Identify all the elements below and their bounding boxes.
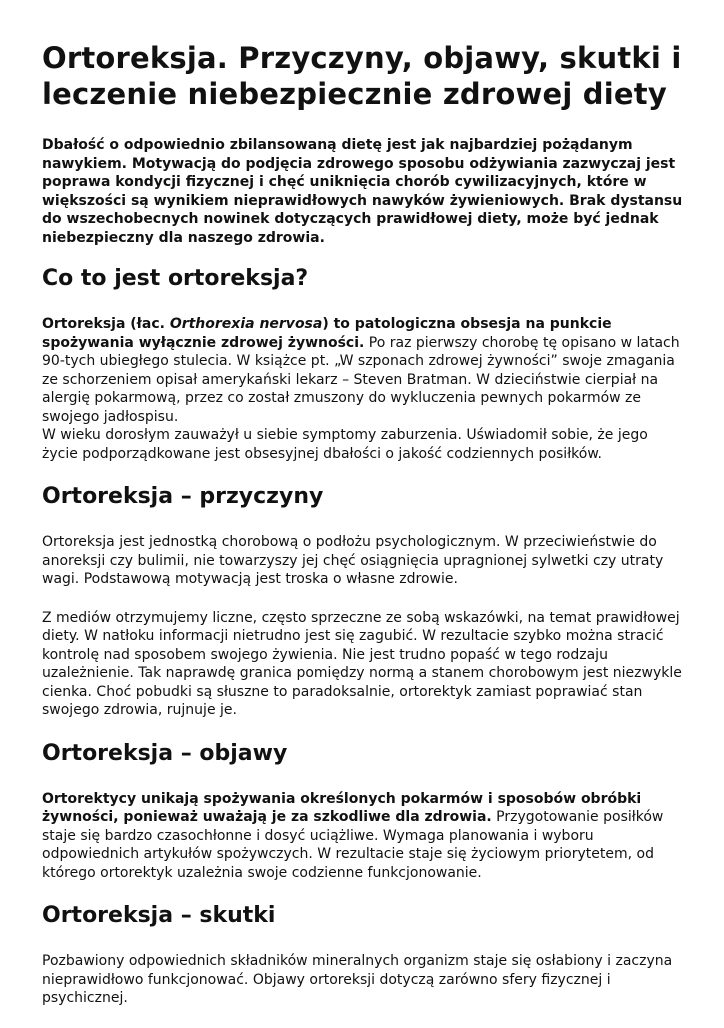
symptoms-bold: Ortorektycy unikają spożywania określonych pokarmów i sposobów obróbki żywności, ponieważ uważają je za szkodliwe dla zdrowia.	[42, 790, 642, 825]
definition-paragraph	[42, 315, 687, 463]
symptoms-paragraph	[42, 790, 687, 883]
section-heading-effects: Ortoreksja – skutki	[42, 903, 276, 928]
section-heading-causes: Ortoreksja – przyczyny	[42, 484, 324, 509]
definition-latin-term: Orthorexia nervosa	[169, 316, 323, 332]
section-heading-symptoms: Ortoreksja – objawy	[42, 740, 288, 766]
lead-paragraph: Dbałość o odpowiednio zbilansowaną dietę jest jak najbardziej pożądanym nawykiem. Motywacją do podjęcia zdrowego sposobu odżywiania zazwyczaj jest poprawa kondycji fizycznej i chęć uniknięcia chorób cywilizacyjnych, które w większości są wynikiem nieprawidłowych nawyków żywieniowych. Brak dystansu do wszechobecnych nowinek dotyczących prawidłowej diety, może być jednak niebezpieczny dla naszego zdrowia.	[42, 137, 683, 246]
section-heading-definition: Co to jest ortoreksja?	[42, 266, 309, 291]
causes-paragraph-1: Ortoreksja jest jednostką chorobową o podłożu psychologicznym. W przeciwieństwie do anoreksji czy bulimii, nie towarzyszy jej chęć osiągnięcia upragnionej sylwetki czy utraty wagi. Podstawową motywacją jest troska o własne zdrowie.	[42, 534, 664, 587]
definition-bold-a: Ortoreksja (łac.	[42, 316, 170, 332]
definition-continuation: W wieku dorosłym zauważył u siebie symptomy zaburzenia. Uświadomił sobie, że jego życie podporządkowane jest obsesyjnej dbałości o jakość codziennych posiłków.	[42, 427, 648, 462]
definition-text: Po raz pierwszy chorobę tę opisano w latach 90-tych ubiegłego stulecia. W książce pt. „W szponach zdrowej żywności” swoje zmagania ze schorzeniem opisał amerykański lekarz – Steven Bratman. W dzieciństwie cierpiał na alergię pokarmową, przez co został zmuszony do wykluczenia pewnych pokarmów ze swojego jadłospisu.	[42, 334, 680, 425]
page-title: Ortoreksja. Przyczyny, objawy, skutki i leczenie niebezpiecznie zdrowej diety	[42, 41, 682, 111]
causes-paragraph-2: Z mediów otrzymujemy liczne, często sprzeczne ze sobą wskazówki, na temat prawidłowej diety. W natłoku informacji nietrudno jest się zagubić. W rezultacie szybko można stracić kontrolę nad sposobem swojego żywienia. Nie jest trudno popaść w tego rodzaju uzależnienie. Tak naprawdę granica pomiędzy normą a stanem chorobowym jest niezwykle cienka. Choć pobudki są słuszne to paradoksalnie, ortorektyk zamiast poprawiać stan swojego zdrowia, rujnuje je.	[42, 609, 682, 718]
effects-paragraph: Pozbawiony odpowiednich składników mineralnych organizm staje się osłabiony i zaczyna nieprawidłowo funkcjonować. Objawy ortoreksji dotyczą zarówno sfery fizycznej i psychicznej.	[42, 953, 673, 1006]
document-page	[42, 40, 687, 1028]
definition-bold-b: ) to patologiczna obsesja na punkcie spożywania wyłącznie zdrowej żywności.	[42, 316, 612, 351]
symptoms-text: Przygotowanie posiłków staje się bardzo czasochłonne i dosyć uciążliwe. Wymaga planowania i wyboru odpowiednich artykułów spożywczych. W rezultacie staje się życiowym priorytetem, od którego ortorektyk uzależnia swoje codzienne funkcjonowanie.	[42, 809, 664, 881]
